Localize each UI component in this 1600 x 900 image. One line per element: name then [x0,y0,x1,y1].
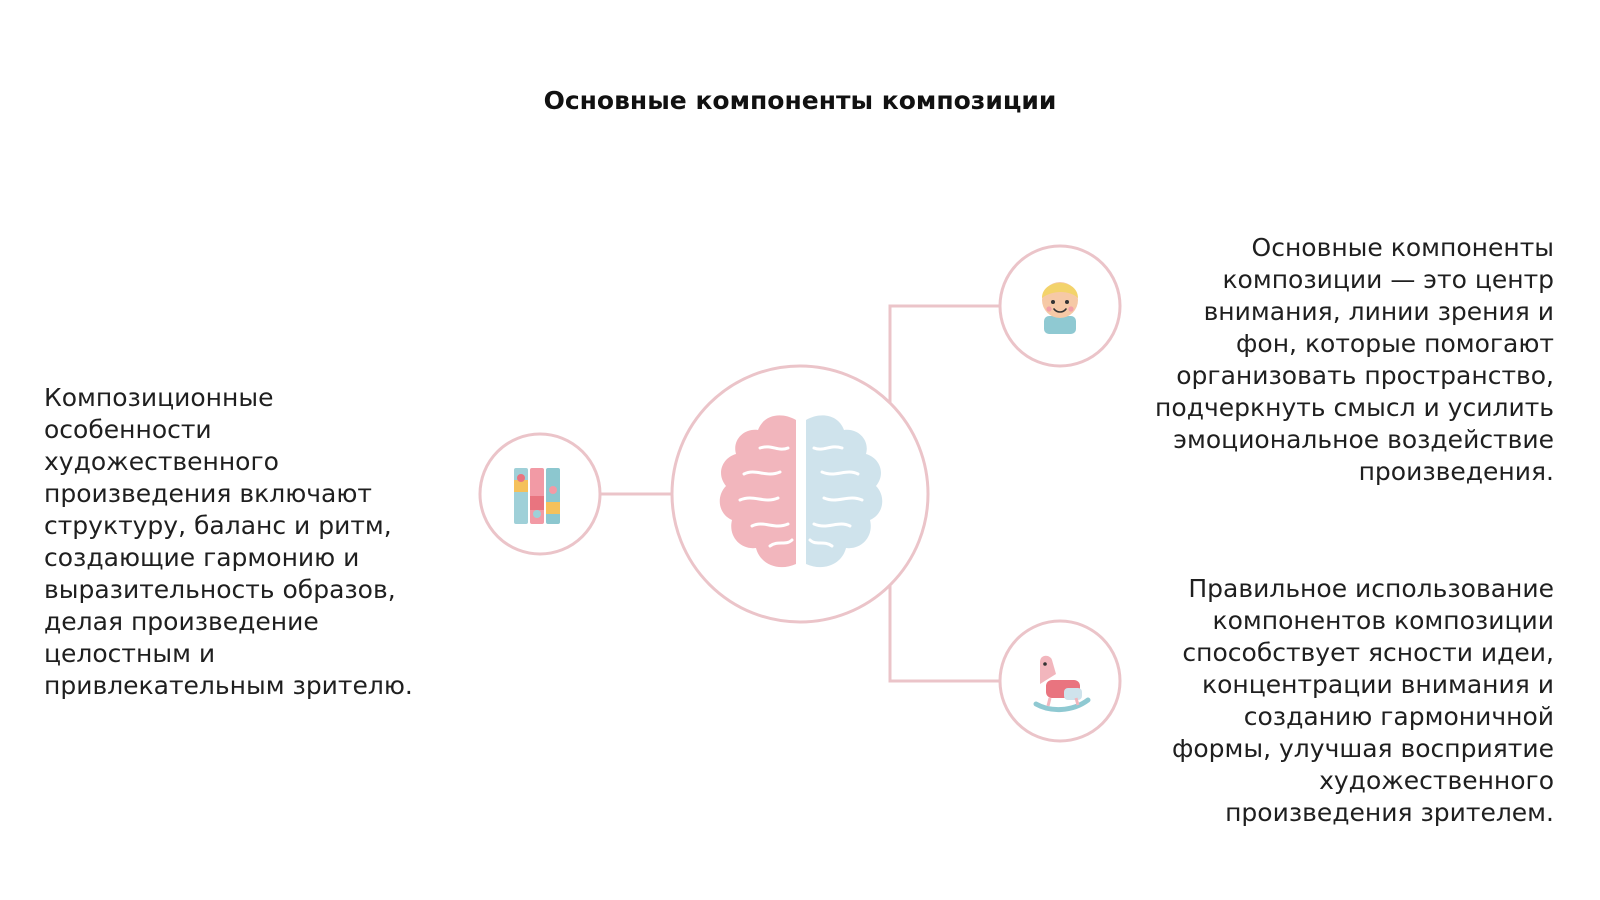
node-top-right [1000,246,1120,366]
child-face-icon [1042,282,1078,334]
page-title: Основные компоненты композиции [543,86,1057,115]
node-center [672,366,928,622]
puzzle-icon [514,468,560,524]
node-bottom-right [1000,621,1120,741]
text-right-bottom: Правильное использование компонентов композиции способствует ясности идеи, концентрации внимания и созданию гармоничной формы, улучшая восприятие художественного произведения зрителем. [1171,574,1554,827]
connector-top-right [890,306,999,402]
text-right-top: Основные компоненты композиции — это центр внимания, линии зрения и фон, которые помогают организовать пространство, подчеркнуть смысл и усилить эмоциональное воздействие произведения. [1155,233,1554,486]
node-left [480,434,600,554]
connector-bottom-right [890,586,999,681]
text-left: Композиционные особенности художественного произведения включают структуру, баланс и ритм, создающие гармонию и выразительность образов, делая произведение целостным и привлекательным зрителю. [44,383,413,700]
